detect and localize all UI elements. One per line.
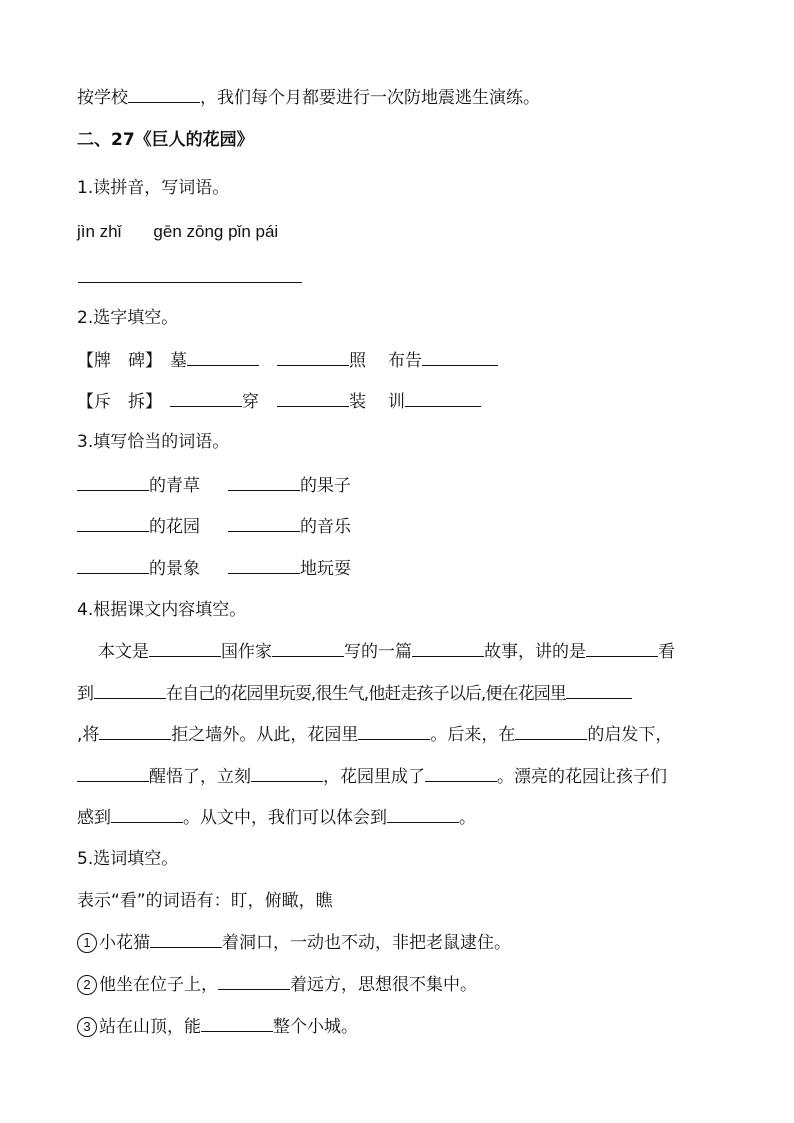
q5-item-2: 2 他坐在位子上， 着远方，思想很不集中。: [77, 973, 477, 996]
circled-number-2: 2: [77, 975, 97, 995]
blank[interactable]: [566, 682, 632, 699]
blank[interactable]: [218, 973, 290, 990]
answer-line[interactable]: [78, 282, 302, 283]
blank[interactable]: [149, 640, 221, 657]
q2-title: 2.选字填空。: [77, 308, 179, 328]
q2-row-2: 【斥 拆】 穿 装 训: [77, 390, 481, 413]
q4-para-line-2: 到 在自己的花园里玩耍,很生气,他赶走孩子以后,便在花园里: [77, 682, 632, 705]
blank[interactable]: [412, 640, 484, 657]
q3-title: 3.填写恰当的词语。: [77, 432, 230, 452]
blank[interactable]: [228, 474, 300, 491]
pinyin-1: jìn zhǐ: [77, 222, 122, 241]
q5-title: 5.选词填空。: [77, 849, 179, 869]
q4-title: 4.根据课文内容填空。: [77, 600, 247, 620]
q1-title: 1.读拼音，写词语。: [77, 178, 230, 198]
blank[interactable]: [272, 640, 344, 657]
blank[interactable]: [358, 723, 430, 740]
q5-item-3: 3 站在山顶，能 整个小城。: [77, 1015, 358, 1038]
blank[interactable]: [251, 765, 323, 782]
q4-para-line-4: 醒悟了，立刻 ，花园里成了 。漂亮的花园让孩子们: [77, 765, 667, 788]
blank[interactable]: [99, 723, 171, 740]
blank[interactable]: [77, 557, 149, 574]
blank[interactable]: [128, 86, 200, 103]
q3-row-2: 的花园 的音乐: [77, 515, 351, 538]
q2-row-1: 【牌 碑】 墓 照 布告: [77, 349, 498, 372]
blank[interactable]: [405, 390, 481, 407]
q3-row-3: 的景象 地玩耍: [77, 557, 351, 580]
intro-sentence: 按学校 ，我们每个月都要进行一次防地震逃生演练。: [77, 88, 540, 108]
blank[interactable]: [201, 1015, 273, 1032]
blank[interactable]: [94, 682, 166, 699]
q1-pinyin-row: [77, 221, 278, 243]
blank[interactable]: [228, 557, 300, 574]
q4-para-line-5: 感到 。从文中，我们可以体会到 。: [77, 808, 476, 828]
blank[interactable]: [170, 390, 242, 407]
blank[interactable]: [228, 515, 300, 532]
blank[interactable]: [425, 765, 497, 782]
blank[interactable]: [111, 806, 183, 823]
section-title: 二、27《巨人的花园》: [77, 130, 254, 150]
blank[interactable]: [150, 931, 222, 948]
blank[interactable]: [77, 765, 149, 782]
q5-item-1: 1 小花猫 着洞口，一动也不动，非把老鼠逮住。: [77, 931, 511, 954]
blank[interactable]: [187, 349, 259, 366]
pinyin-2: gēn zōng pǐn pái: [153, 222, 279, 241]
blank[interactable]: [387, 806, 459, 823]
circled-number-3: 3: [77, 1017, 97, 1037]
q5-options: 表示“看”的词语有：盯，俯瞰，瞧: [77, 891, 333, 911]
blank[interactable]: [77, 515, 149, 532]
q4-para-line-3: ,将 拒之墙外。从此，花园里 。后来，在 的启发下，: [77, 725, 673, 745]
blank[interactable]: [77, 474, 149, 491]
blank[interactable]: [515, 723, 587, 740]
blank[interactable]: [277, 349, 349, 366]
q3-row-1: 的青草 的果子: [77, 474, 351, 497]
q4-para-line-1: 本文是 国作家 写的一篇 故事，讲的是 看: [98, 642, 675, 662]
blank[interactable]: [586, 640, 658, 657]
circled-number-1: 1: [77, 933, 97, 953]
blank[interactable]: [277, 390, 349, 407]
blank[interactable]: [422, 349, 498, 366]
